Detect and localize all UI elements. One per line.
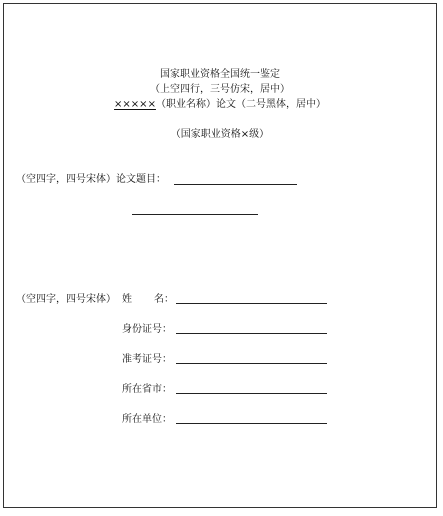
format-note: （上空四行，三号仿宋，居中） xyxy=(150,84,290,95)
name-label-char1: 姓 xyxy=(122,294,132,305)
id-number-line xyxy=(176,333,327,334)
work-unit-line xyxy=(176,423,327,424)
name-label-char2: 名： xyxy=(154,294,174,305)
thesis-title-line-2 xyxy=(132,214,258,215)
thesis-heading xyxy=(4,98,436,111)
name-line xyxy=(176,303,327,304)
exam-ticket-label: 准考证号： xyxy=(122,354,172,365)
name-label xyxy=(122,293,174,306)
work-unit-label: 所在单位： xyxy=(122,414,172,425)
province-label: 所在省市： xyxy=(122,384,172,395)
province-line xyxy=(176,393,327,394)
thesis-heading-text: （职业名称）论文（二号黑体，居中） xyxy=(155,99,326,110)
thesis-title-label: （空四字，四号宋体）论文题目： xyxy=(16,174,166,185)
exam-title: 国家职业资格全国统一鉴定 xyxy=(160,69,280,80)
id-number-label: 身份证号： xyxy=(122,324,172,335)
exam-ticket-line xyxy=(176,363,327,364)
occupation-placeholder: ××××× xyxy=(114,99,156,110)
personal-format-note: （空四字，四号宋体） xyxy=(16,294,116,305)
document-page xyxy=(3,3,437,508)
qualification-level: （国家职业资格×级） xyxy=(170,129,270,140)
thesis-title-line-1 xyxy=(174,184,297,185)
